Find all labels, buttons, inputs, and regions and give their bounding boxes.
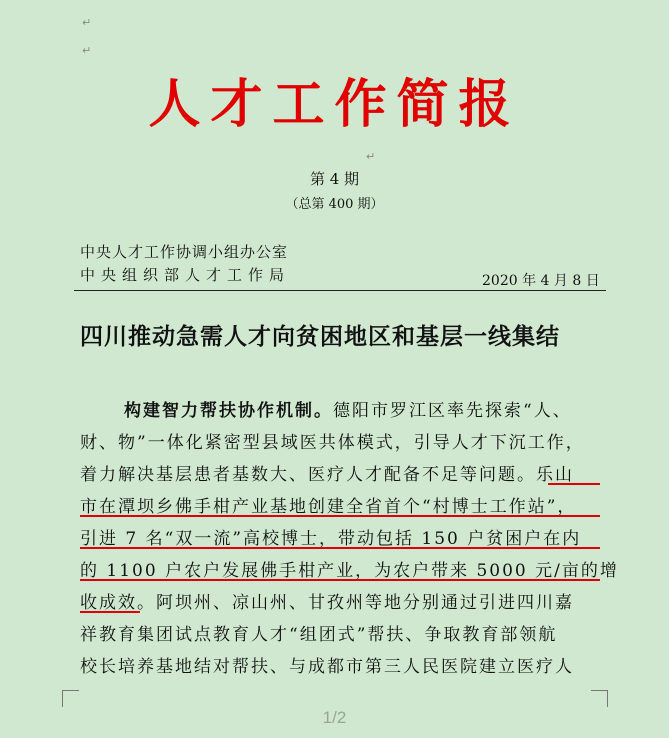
issue-total: （总第 400 期）	[285, 197, 384, 212]
body-line-4: 市在潭坝乡佛手柑产业基地创建全省首个“村博士工作站”，	[80, 497, 577, 517]
body-line-1	[124, 396, 572, 421]
highlight-underline	[80, 547, 600, 549]
paragraph-mark: ↵	[82, 44, 92, 57]
highlight-underline	[80, 579, 600, 581]
body-line-6: 的 1100 户农户发展佛手柑产业，为农户带来 5000 元/亩的增	[80, 561, 619, 581]
margin-corner-right	[591, 690, 608, 707]
body-line-8: 祥教育集团试点教育人才“组团式”帮扶、争取教育部领航	[80, 625, 558, 645]
section-lead: 构建智力帮扶协作机制。	[124, 401, 333, 421]
header-rule	[74, 290, 606, 291]
page-indicator: 1/2	[322, 708, 347, 727]
body-line-7: 收成效。阿坝州、凉山州、甘孜州等地分别通过引进四川嘉	[80, 593, 574, 613]
issuing-bureau: 中央组织部人才工作局	[80, 266, 291, 284]
highlight-underline	[80, 515, 600, 517]
paragraph-mark: ↵	[366, 150, 376, 163]
body-line-3: 着力解决基层患者基数大、医疗人才配备不足等问题。乐山	[80, 465, 574, 485]
issue-date: 2020 年 4 月 8 日	[482, 273, 600, 289]
body-line-9: 校长培养基地结对帮扶、与成都市第三人民医院建立医疗人	[80, 657, 574, 677]
issue-number: 第 4 期	[309, 170, 360, 188]
bulletin-title: 人才工作简报	[148, 74, 521, 135]
issuing-office: 中央人才工作协调小组办公室	[80, 243, 289, 261]
highlight-underline	[80, 611, 140, 613]
body-line-5: 引进 7 名“双一流”高校博士，带动包括 150 户贫困户在内	[80, 529, 582, 549]
paragraph-mark: ↵	[82, 16, 92, 29]
highlight-underline	[548, 483, 600, 485]
body-line-2: 财、物”一体化紧密型县域医共体模式，引导人才下沉工作，	[80, 433, 585, 453]
margin-corner-left	[62, 690, 79, 707]
article-headline: 四川推动急需人才向贫困地区和基层一线集结	[80, 323, 560, 350]
body-text: 德阳市罗江区率先探索“人、	[333, 401, 572, 421]
